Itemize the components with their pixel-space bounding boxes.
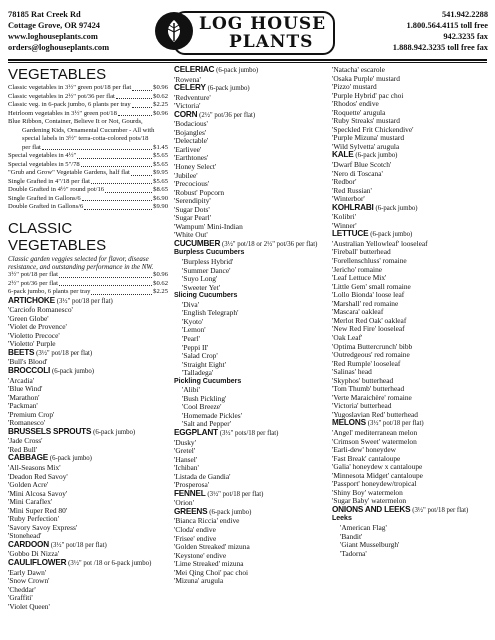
- variety-item: 'Jade Cross': [8, 436, 43, 446]
- variety-item: 'Tom Thumb' butterhead: [332, 384, 405, 394]
- variety-item: 'Dusky': [174, 437, 196, 447]
- price-row: [8, 144, 168, 153]
- tollfree-fax-line: 1.888.942.3235 toll free fax: [392, 43, 488, 52]
- city-line: Cottage Grove, OR 97424: [8, 21, 100, 30]
- variety-item: 'Golden Streaked' mizuna: [174, 542, 250, 552]
- variety-item: 'Violetto' Purple: [8, 339, 56, 349]
- price-row: [8, 93, 168, 102]
- variety-item: 'Red Rumple' looseleaf: [332, 358, 401, 368]
- variety-item: 'Arcadia': [8, 375, 35, 385]
- dot-leader: [91, 178, 152, 185]
- variety-item: 'Violet de Provence': [8, 322, 67, 332]
- variety-item: 'New Red Fire' looseleaf: [332, 324, 405, 334]
- variety-item: 'Kyoto': [182, 316, 204, 326]
- price-label: Blue Ribbon, Container, Believe It or Not, Gourds,: [8, 118, 143, 125]
- price-row: [8, 101, 168, 110]
- variety-item: 'Winner': [332, 220, 357, 230]
- crop-name: KALE: [332, 150, 354, 160]
- variety-item: 'Premium Crop': [8, 409, 55, 419]
- variety-item: 'Sugar Pearl': [174, 213, 211, 223]
- variety-item: 'Deadon Red Savoy': [8, 471, 68, 481]
- variety-item: 'Orion': [174, 498, 194, 508]
- logo-word-log-house: LOG HOUSE: [199, 14, 327, 34]
- variety-item: 'Leaf Lettuce Mix': [332, 273, 387, 283]
- variety-item: 'Winterbor': [332, 194, 365, 204]
- variety-item: 'Passport' honeydew/tropical: [332, 479, 417, 489]
- variety-item: 'Burpless Hybrid': [182, 257, 234, 267]
- variety-item: 'Jericho' romaine: [332, 264, 383, 274]
- variety-item: 'Mei Qing Choi' pac choi: [174, 567, 249, 577]
- price-label: Single Grafted in Gallons/6: [8, 194, 81, 202]
- pot-size-note: (3½" pot/18 or 2½" pot/36 per flat): [222, 240, 318, 248]
- variety-item: 'Lemon': [182, 325, 206, 335]
- variety-heading: [332, 204, 492, 214]
- variety-item: 'Victoria' butterhead: [332, 401, 392, 411]
- variety-item: 'Ichiban': [174, 463, 199, 473]
- variety-item: 'Stonehead': [8, 531, 42, 541]
- price-row: [8, 127, 168, 136]
- variety-item: 'Gobbo Di Nizza': [8, 549, 60, 559]
- variety-item: 'Pizzo' mustard: [332, 82, 377, 92]
- email-link[interactable]: orders@loghouseplants.com: [8, 43, 110, 52]
- variety-item: 'Salt and Pepper': [182, 419, 232, 429]
- crop-name: KOHLRABI: [332, 202, 374, 212]
- variety-item: 'Bojangles': [174, 127, 207, 137]
- price-label: Special vegetables in 5"/78: [8, 160, 80, 168]
- subgroup-heading: Slicing Cucumbers: [174, 292, 238, 300]
- variety-item: 'Purple Mizuna' mustard: [332, 133, 405, 143]
- variety-item: 'Mascara' oakleaf: [332, 307, 384, 317]
- variety-item: 'Verte Maraichère' romaine: [332, 392, 412, 402]
- header-rule: [8, 59, 487, 61]
- variety-item: 'Robust' Popcorn: [174, 187, 225, 197]
- website-link[interactable]: www.loghouseplants.com: [8, 32, 98, 41]
- variety-item: 'Pearl': [182, 333, 200, 343]
- variety-item: 'Little Gem' small romaine: [332, 281, 411, 291]
- variety-item: 'Fast Break' cantaloupe: [332, 453, 401, 463]
- variety-item: 'Dwarf Blue Scotch': [332, 160, 392, 170]
- subgroup-heading: Pickling Cucumbers: [174, 377, 242, 385]
- price-label: Classic vegetables in 2½" pot/36 per flat: [8, 92, 115, 100]
- variety-item: 'Ruby Streaks' mustard: [332, 116, 400, 126]
- crop-name: MELONS: [332, 418, 366, 428]
- dot-leader: [131, 169, 152, 176]
- dot-leader: [116, 93, 152, 100]
- subgroup-heading: Burpless Cucumbers: [174, 249, 245, 257]
- price-value: $0.96: [153, 109, 168, 117]
- crop-name: LETTUCE: [332, 229, 369, 239]
- price-row: [8, 169, 168, 178]
- crop-name: CARDOON: [8, 539, 49, 549]
- variety-item: 'Marathon': [8, 392, 40, 402]
- variety-item: 'Honey Select': [174, 162, 217, 172]
- pot-size-note: (6-pack jumbo): [370, 231, 413, 239]
- variety-heading: [174, 490, 324, 500]
- variety-item: 'Prosperosa': [174, 480, 210, 490]
- pot-size-note: (6-pack jumbo): [216, 67, 259, 74]
- logo-word-plants: PLANTS: [229, 32, 314, 52]
- price-value: $5.65: [153, 160, 168, 168]
- variety-item: 'All-Seasons Mix': [8, 462, 61, 472]
- price-row: [8, 84, 168, 93]
- variety-heading: [332, 506, 492, 516]
- variety-item: 'Frisee' endive: [174, 533, 217, 543]
- pot-size-note: (3½" pot/18 per flat): [207, 490, 264, 498]
- price-value: $2.25: [153, 288, 168, 296]
- variety-item: 'Marshall' red romaine: [332, 298, 399, 308]
- price-label: 6-pack jumbo, 6 plants per tray: [8, 288, 91, 296]
- dot-leader: [91, 288, 152, 295]
- price-label: Classic vegetables in 3½" green pot/18 per flat: [8, 84, 132, 91]
- variety-item: 'Salad Crop': [182, 351, 218, 361]
- price-row: [8, 135, 168, 144]
- dot-leader: [105, 186, 152, 193]
- variety-item: 'Red Russian': [332, 185, 372, 195]
- variety-item: 'Crimson Sweet' watermelon: [332, 436, 417, 446]
- crop-name: CABBAGE: [8, 453, 48, 463]
- variety-item: 'Tadorna': [340, 548, 367, 558]
- column-1: [8, 66, 168, 611]
- price-value: $0.96: [153, 271, 168, 279]
- dot-leader: [77, 152, 152, 159]
- variety-item: 'Summer Dance': [182, 265, 231, 275]
- price-value: $0.96: [153, 84, 168, 91]
- subgroup-heading: Leeks: [332, 515, 352, 523]
- dot-leader: [59, 280, 152, 287]
- variety-item: 'Outredgeous' red romaine: [332, 350, 410, 360]
- variety-item: 'Angel' mediterranean melon: [332, 427, 418, 437]
- header-contact-left: [8, 9, 109, 53]
- variety-item: 'Mini Caraflex': [8, 497, 53, 507]
- variety-item: 'Merlot Red Oak' oakleaf: [332, 315, 407, 325]
- log-house-plants-logo: [155, 8, 335, 56]
- variety-item: 'Straight Eight': [182, 359, 226, 369]
- variety-item: 'Carciofo Romanesco': [8, 305, 73, 315]
- variety-item: 'Red Bull': [8, 444, 38, 454]
- variety-item: 'Forellenschluss' romaine: [332, 256, 407, 266]
- pot-size-note: (3½" pot/18 per flat): [50, 541, 107, 549]
- variety-item: 'Jubilee': [174, 170, 198, 180]
- crop-name: ONIONS AND LEEKS: [332, 504, 411, 514]
- variety-item: 'Roquette' arugula: [332, 107, 386, 117]
- price-value: $5.65: [153, 177, 168, 185]
- variety-item: 'Kolibri': [332, 212, 357, 222]
- price-label: Double Grafted in 4½" round pot/16: [8, 186, 105, 193]
- dot-leader: [132, 101, 152, 108]
- variety-item: 'Precocious': [174, 179, 210, 189]
- variety-item: 'Blue Wind': [8, 384, 43, 394]
- variety-item: 'Optima Buttercrunch' bibb: [332, 341, 413, 351]
- price-value: $1.45: [153, 143, 168, 151]
- dot-leader: [118, 110, 152, 117]
- variety-item: 'Listada de Gandia': [174, 471, 231, 481]
- variety-item: 'Serendipity': [174, 196, 211, 206]
- price-label: special labels in 3½" terra-cotta-colored pots/18: [22, 135, 149, 142]
- pot-size-note: (6-pack jumbo): [209, 508, 252, 516]
- variety-item: 'Cool Breeze': [182, 402, 222, 412]
- variety-item: 'Redventure': [174, 92, 211, 102]
- pot-size-note: (6-pack jumbo): [207, 85, 250, 93]
- pot-size-note: (3½" pots/18 per flat): [219, 429, 279, 437]
- variety-item: 'Golden Acre': [8, 480, 49, 490]
- address-line: 78185 Rat Creek Rd: [8, 10, 81, 19]
- price-value: $0.62: [153, 279, 168, 287]
- price-label: per flat: [22, 143, 41, 151]
- crop-name: CAULIFLOWER: [8, 558, 67, 567]
- variety-item: 'Delectable': [174, 136, 209, 146]
- crop-name: BRUSSELS SPROUTS: [8, 426, 92, 436]
- price-label: 2½" pot/36 per flat: [8, 279, 58, 287]
- variety-item: 'Salinas' head: [332, 367, 372, 377]
- variety-item: 'Talladega': [182, 368, 214, 378]
- variety-item: 'Giant Musselburgh': [340, 540, 400, 550]
- price-row: [8, 186, 168, 195]
- variety-item: 'Redbor': [332, 177, 357, 187]
- pot-size-note: (6-pack jumbo): [355, 152, 398, 160]
- variety-item: 'Natacha' escarole: [332, 65, 385, 74]
- variety-item: 'Keystone' endive: [174, 550, 227, 560]
- variety-item: 'Bull's Blood': [8, 357, 48, 367]
- price-row: [8, 280, 168, 289]
- variety-item: 'Gretel': [174, 446, 196, 456]
- price-value: $6.90: [153, 194, 168, 202]
- variety-item: 'Bush Pickling': [182, 393, 227, 403]
- variety-item: 'Earthtones': [174, 153, 209, 163]
- crop-name: GREENS: [174, 506, 208, 516]
- variety-item: 'Romanesco': [8, 418, 46, 428]
- variety-heading: [174, 240, 324, 250]
- crop-name: EGGPLANT: [174, 427, 218, 437]
- dot-leader: [84, 203, 152, 210]
- variety-item: 'Violet Queen': [8, 601, 50, 611]
- variety-item: 'Sugar Dots': [174, 204, 210, 214]
- column-2: [174, 66, 324, 586]
- variety-item: 'American Flag': [340, 522, 387, 532]
- price-row: [8, 118, 168, 127]
- price-label: "Grub and Grow" Vegetable Gardens, half flat: [8, 169, 130, 176]
- variety-item: 'Yugoslavian Red' butterhead: [332, 409, 418, 419]
- variety-item: 'Hansel': [174, 454, 198, 464]
- price-value: $0.62: [153, 92, 168, 100]
- leaf-emblem-icon: [155, 12, 193, 50]
- variety-item: 'Green Globe': [8, 313, 49, 323]
- dot-leader: [82, 195, 152, 202]
- header-contact-right: [393, 9, 488, 53]
- crop-name: ARTICHOKE: [8, 295, 55, 305]
- variety-item: 'Mini Super Red 80': [8, 505, 68, 515]
- variety-item: 'Fireball' butterhead: [332, 247, 391, 257]
- variety-item: 'Peppi II': [182, 342, 209, 352]
- dot-leader: [42, 144, 152, 151]
- price-row: [8, 203, 168, 212]
- price-label: Single Grafted in 4"/18 per flat: [8, 177, 90, 185]
- price-row: [8, 152, 168, 161]
- price-value: $9.90: [153, 203, 168, 210]
- pot-size-note: (6-pack jumbo): [51, 367, 95, 375]
- variety-item: 'Oak Leaf': [332, 332, 363, 342]
- price-label: Heirloom vegetables in 3½" green pot/18: [8, 109, 117, 117]
- price-value: $5.65: [153, 152, 168, 159]
- pot-size-note: (2½" pot/36 per flat): [199, 111, 256, 119]
- variety-item: 'Alibi': [182, 385, 200, 395]
- variety-item: 'Victoria': [174, 101, 201, 111]
- variety-item: 'Diva': [182, 299, 200, 309]
- variety-item: 'Bodacious': [174, 119, 208, 129]
- variety-item: 'Bianca Riccia' endive: [174, 516, 240, 526]
- variety-item: 'Australian Yellowleaf' looseleaf: [332, 238, 428, 248]
- variety-item: 'Early Dawn': [8, 567, 47, 577]
- pot-size-note: (3½" pot /18 or 6-pack jumbo): [68, 560, 152, 567]
- dot-leader: [132, 84, 152, 91]
- pot-size-note: (6-pack jumbo): [375, 204, 418, 212]
- variety-item: 'Bandit': [340, 531, 363, 541]
- header-rule-thin: [8, 62, 487, 63]
- pot-size-note: (3½" pot/18 per flat): [367, 420, 424, 428]
- variety-item: 'Skyphos' butterhead: [332, 375, 394, 385]
- price-row: [8, 161, 168, 170]
- price-label: Gardening Kids, Ornamental Cucumber - All with: [22, 126, 155, 134]
- variety-item: 'Lollo Bionda' loose leaf: [332, 290, 405, 300]
- variety-item: 'Snow Crown': [8, 576, 50, 586]
- pot-size-note: (3½" pot/18 per flat): [412, 506, 469, 514]
- crop-name: CUCUMBER: [174, 238, 221, 248]
- section-intro: Classic garden veggies selected for flavor, disease resistance, and outstanding performance in the NW.: [8, 254, 154, 271]
- variety-item: 'Sweeter Yet': [182, 282, 220, 292]
- variety-item: 'Earlivee': [174, 144, 202, 154]
- price-label: Classic veg. in 6-pack jumbo, 6 plants per tray: [8, 101, 131, 108]
- variety-item: 'Speckled Frit Chickendive': [332, 124, 414, 134]
- variety-item: 'Graffiti': [8, 593, 33, 603]
- price-label: Special vegetables in 4½": [8, 152, 77, 159]
- column-3: [332, 66, 492, 558]
- variety-item: 'Shiny Boy' watermelon: [332, 487, 403, 497]
- variety-item: 'Packman': [8, 401, 38, 411]
- tollfree-line: 1.800.564.4115 toll free: [406, 21, 488, 30]
- crop-name: FENNEL: [174, 488, 206, 498]
- variety-item: 'Violetto Precoce': [8, 330, 60, 340]
- variety-item: 'Savory Savoy Express': [8, 522, 78, 532]
- price-label: 3½" pot/18 per flat: [8, 271, 58, 279]
- section-title-classic-vegetables: CLASSIC VEGETABLES: [8, 219, 107, 254]
- variety-item: 'Wampum' Mini-Indian: [174, 221, 243, 231]
- phone-line: 541.942.2288: [441, 10, 488, 19]
- price-label: Double Grafted in Gallons/6: [8, 203, 84, 210]
- variety-item: 'Nero di Toscana': [332, 168, 383, 178]
- crop-name: CELERY: [174, 83, 206, 93]
- variety-item: 'Ruby Perfection': [8, 514, 59, 524]
- dot-leader: [59, 271, 152, 278]
- crop-name: CELERIAC: [174, 65, 215, 74]
- price-value: $8.65: [153, 186, 168, 193]
- variety-item: 'Suyo Long': [182, 274, 218, 284]
- pot-size-note: (3½" pot/18 per flat): [56, 297, 113, 305]
- price-value: $9.95: [153, 169, 168, 176]
- variety-item: 'Cloda' endive: [174, 524, 216, 534]
- price-row: [8, 271, 168, 280]
- variety-item: 'Rhodos' endive: [332, 99, 379, 109]
- variety-item: 'Homemade Pickles': [182, 410, 242, 420]
- pot-size-note: (3½" pot/18 per flat): [36, 349, 93, 357]
- crop-name: CORN: [174, 109, 198, 119]
- dot-leader: [81, 161, 152, 168]
- crop-name: BEETS: [8, 347, 35, 357]
- variety-item: 'Wild Sylvetta' arugula: [332, 141, 400, 151]
- pot-size-note: (6-pack jumbo): [93, 428, 136, 436]
- variety-item: 'English Telegraph': [182, 308, 239, 318]
- variety-item: 'White Out': [174, 230, 208, 240]
- price-value: $2.25: [153, 101, 168, 108]
- price-row: [8, 110, 168, 119]
- variety-item: 'Osaka Purple' mustard: [332, 73, 400, 83]
- variety-item: 'Lime Streaked' mizuna: [174, 559, 244, 569]
- variety-item: 'Sugar Baby' watermelon: [332, 496, 407, 506]
- crop-name: BROCCOLI: [8, 365, 51, 375]
- variety-item: 'Mizuna' arugula: [174, 576, 224, 586]
- variety-item: 'Cheddar': [8, 584, 36, 594]
- variety-item: 'Earli-dew' honeydew: [332, 445, 397, 455]
- variety-item: 'Galia' honeydew x cantaloupe: [332, 462, 423, 472]
- variety-heading: [174, 429, 324, 439]
- variety-item: 'Mini Alcosa Savoy': [8, 488, 68, 498]
- section-title-vegetables: VEGETABLES: [8, 66, 107, 83]
- price-row: [8, 195, 168, 204]
- variety-item: 'Purple Hybrid' pac choi: [332, 90, 404, 100]
- variety-item: 'Rowena': [174, 74, 201, 84]
- fax-line: 942.3235 fax: [443, 32, 488, 41]
- pot-size-note: (6-pack jumbo): [49, 455, 92, 463]
- price-row: [8, 178, 168, 187]
- variety-item: 'Minnesota Midget' cantaloupe: [332, 470, 423, 480]
